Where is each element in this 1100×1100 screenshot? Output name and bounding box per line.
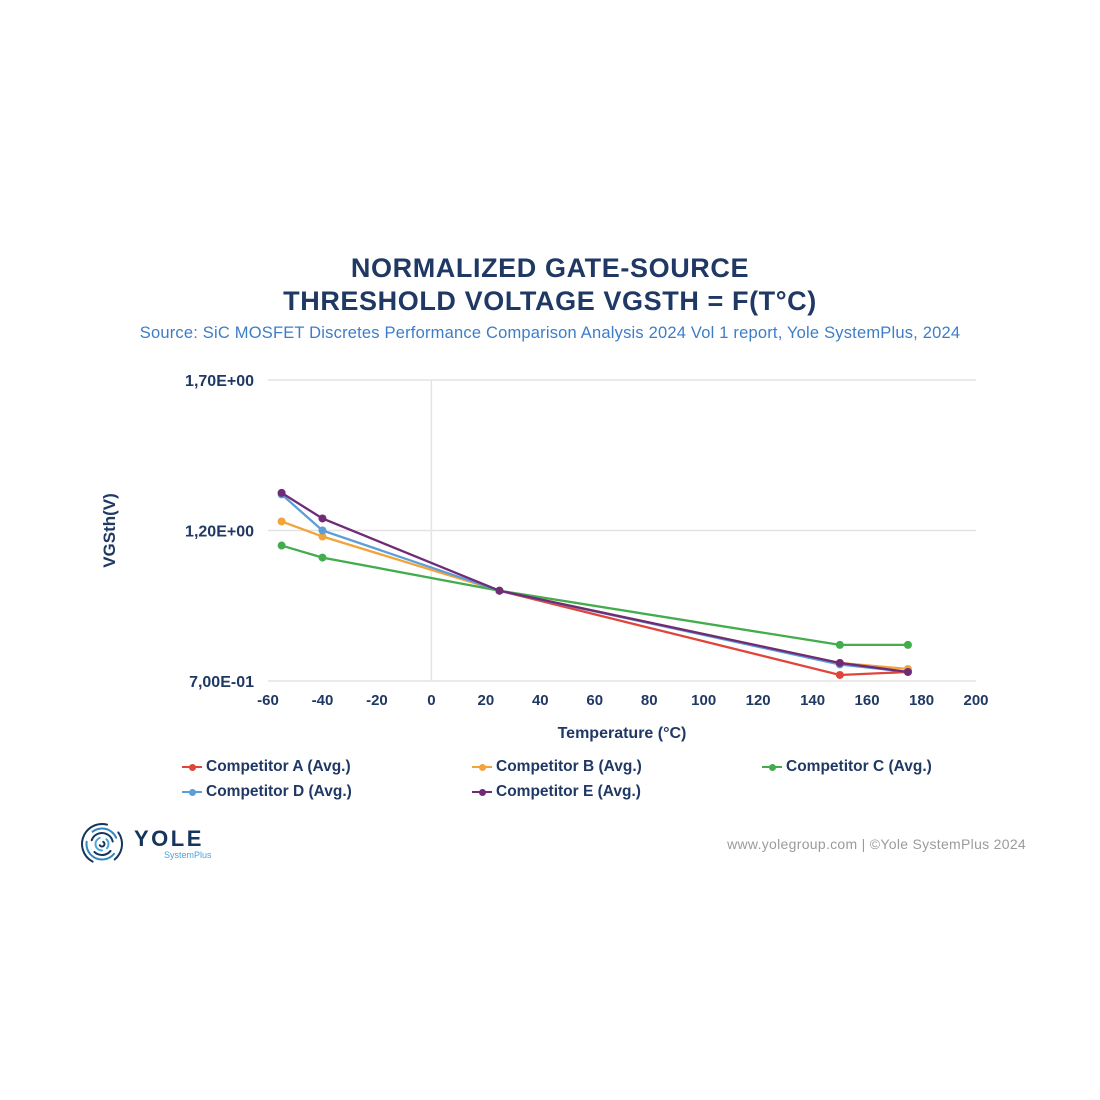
yole-logo (78, 820, 212, 868)
legend-label: Competitor E (Avg.) (496, 783, 641, 800)
line-chart (90, 360, 1010, 750)
chart-legend (0, 757, 1100, 802)
x-tick-label: 40 (531, 692, 549, 709)
x-tick-label: 140 (800, 692, 826, 709)
legend-marker-icon (762, 766, 782, 768)
series-line-competitor-d-avg (282, 494, 908, 672)
legend-item-competitor-b-avg (472, 757, 762, 777)
series-line-competitor-e-avg (282, 493, 908, 672)
legend-marker-icon (472, 791, 492, 793)
x-tick-label: 60 (586, 692, 604, 709)
x-tick-label: 120 (745, 692, 771, 709)
x-tick-label: 0 (427, 692, 436, 709)
y-tick-label: 7,00E-01 (189, 674, 254, 691)
series-point-competitor-e-avg (836, 659, 844, 667)
x-tick-label: -20 (366, 692, 388, 709)
x-tick-label: 100 (691, 692, 717, 709)
legend-label: Competitor B (Avg.) (496, 758, 642, 775)
series-point-competitor-e-avg (904, 668, 912, 676)
y-tick-label: 1,70E+00 (185, 373, 254, 390)
x-axis-title: Temperature (°C) (557, 725, 687, 742)
yole-logo-icon (78, 820, 126, 868)
page-title-line1: NORMALIZED GATE-SOURCE (350, 253, 750, 283)
source-subtitle: Source: SiC MOSFET Discretes Performance Comparison Analysis 2024 Vol 1 report, Yole SystemPlus, 2024 (139, 324, 961, 342)
legend-item-competitor-a-avg (182, 757, 472, 777)
legend-marker-dot-icon (189, 764, 196, 771)
x-tick-label: -40 (311, 692, 334, 709)
legend-item-competitor-c-avg (762, 757, 1100, 777)
copyright-text: www.yolegroup.com | ©Yole SystemPlus 2024 (727, 836, 1026, 852)
legend-label: Competitor D (Avg.) (206, 783, 352, 800)
legend-marker-dot-icon (479, 764, 486, 771)
series-point-competitor-e-avg (318, 514, 326, 522)
legend-marker-icon (182, 766, 202, 768)
yole-brand-text: YOLE (134, 825, 204, 851)
legend-marker-dot-icon (479, 789, 486, 796)
series-point-competitor-e-avg (278, 489, 286, 497)
x-tick-label: -60 (257, 692, 279, 709)
page-title-line2: THRESHOLD VOLTAGE VGSTH = F(T°C) (283, 286, 817, 316)
series-point-competitor-b-avg (278, 517, 286, 525)
x-tick-label: 80 (640, 692, 658, 709)
x-tick-label: 200 (963, 692, 989, 709)
legend-label: Competitor C (Avg.) (786, 758, 932, 775)
legend-marker-icon (182, 791, 202, 793)
legend-item-competitor-e-avg (472, 782, 762, 802)
yole-brand-subtext: SystemPlus (164, 849, 212, 860)
x-tick-label: 180 (909, 692, 935, 709)
series-line-competitor-b-avg (282, 521, 908, 668)
x-tick-label: 20 (477, 692, 495, 709)
legend-marker-dot-icon (769, 764, 776, 771)
series-point-competitor-c-avg (904, 641, 912, 649)
series-point-competitor-e-avg (495, 587, 503, 595)
y-tick-label: 1,20E+00 (185, 523, 254, 541)
series-line-competitor-c-avg (282, 546, 908, 645)
series-point-competitor-c-avg (836, 641, 844, 649)
series-point-competitor-d-avg (318, 527, 326, 535)
x-tick-label: 160 (854, 692, 880, 709)
series-point-competitor-c-avg (318, 554, 326, 562)
chart-canvas (90, 360, 1010, 750)
series-point-competitor-a-avg (836, 671, 844, 679)
yole-brand-block (134, 825, 212, 860)
legend-marker-icon (472, 766, 492, 768)
chart-header (0, 252, 1100, 343)
series-point-competitor-c-avg (278, 542, 286, 550)
y-axis-title: VGSth(V) (100, 493, 119, 568)
legend-label: Competitor A (Avg.) (206, 758, 351, 775)
legend-item-competitor-d-avg (182, 782, 472, 802)
legend-marker-dot-icon (189, 789, 196, 796)
